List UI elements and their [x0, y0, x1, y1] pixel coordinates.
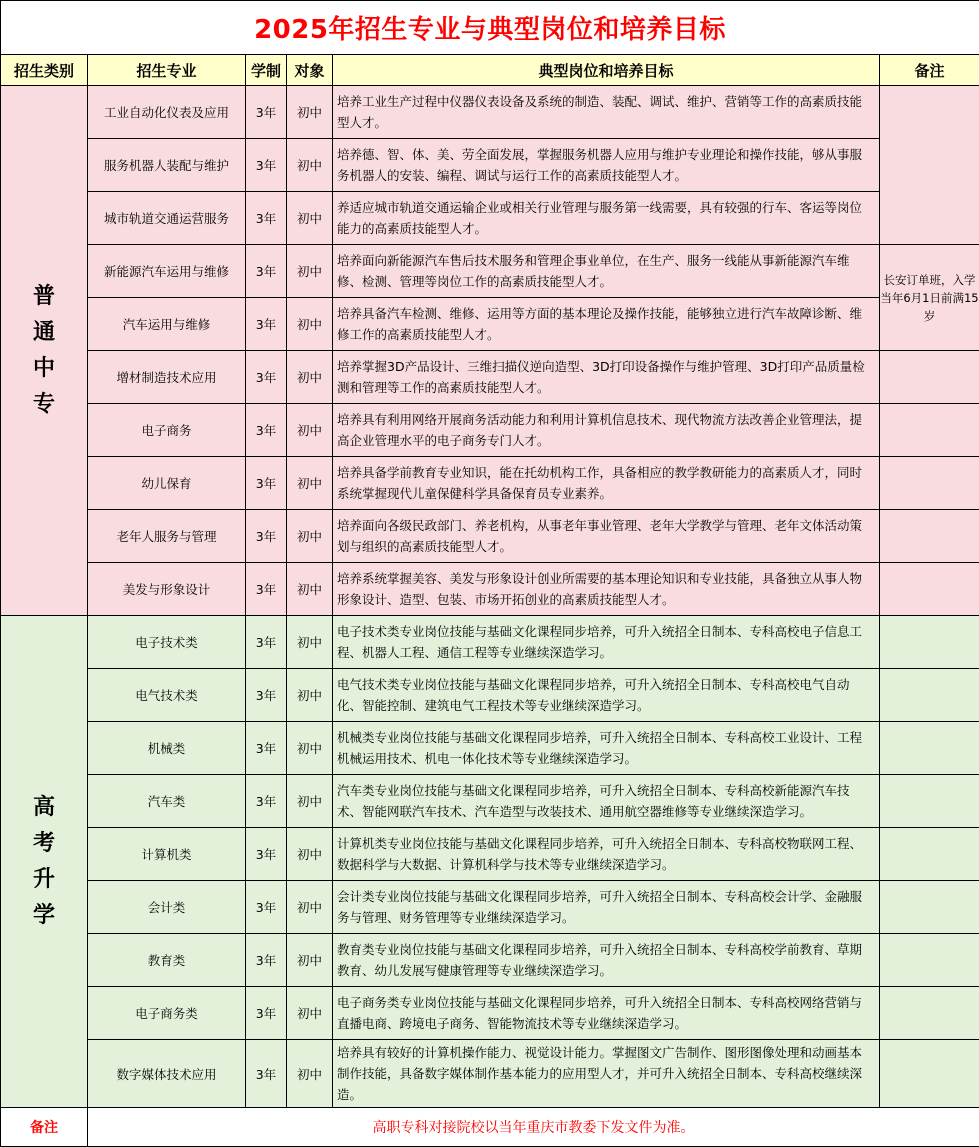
target-cell: 初中 [287, 934, 333, 987]
goal-cell: 培养德、智、体、美、劳全面发展，掌握服务机器人应用与维护专业理论和操作技能，够从事服务机器人的安装、编程、调试与运行工作的高素质技能型人才。 [333, 139, 880, 192]
table-row [1, 1040, 979, 1108]
table-row [1, 828, 979, 881]
goal-cell: 培养具有利用网络开展商务活动能力和利用计算机信息技术、现代物流方法改善企业管理法，提高企业管理水平的电子商务专门人才。 [333, 404, 880, 457]
category-cell [1, 616, 88, 1108]
note-cell [880, 987, 979, 1040]
note-cell [880, 934, 979, 987]
goal-cell: 培养工业生产过程中仪器仪表设备及系统的制造、装配、调试、维护、营销等工作的高素质技能型人才。 [333, 86, 880, 139]
major-cell: 数字媒体技术应用 [88, 1040, 246, 1108]
goal-cell: 培养面向新能源汽车售后技术服务和管理企事业单位，在生产、服务一线能从事新能源汽车维修、检测、管理等岗位工作的高素质技能型人才。 [333, 245, 880, 298]
major-cell: 电气技术类 [88, 669, 246, 722]
goal-cell: 培养系统掌握美容、美发与形象设计创业所需要的基本理论知识和专业技能，具备独立从事人物形象设计、造型、包装、市场开拓创业的高素质技能型人才。 [333, 563, 880, 616]
major-cell: 老年人服务与管理 [88, 510, 246, 563]
target-cell: 初中 [287, 245, 333, 298]
major-cell: 新能源汽车运用与维修 [88, 245, 246, 298]
note-cell [880, 563, 979, 616]
table-row [1, 669, 979, 722]
table-row [1, 404, 979, 457]
major-cell: 机械类 [88, 722, 246, 775]
target-cell: 初中 [287, 775, 333, 828]
note-cell [880, 669, 979, 722]
major-cell: 汽车类 [88, 775, 246, 828]
target-cell: 初中 [287, 457, 333, 510]
goal-cell: 培养具有较好的计算机操作能力、视觉设计能力。掌握图文广告制作、图形图像处理和动画基本制作技能，具备数字媒体制作基本能力的应用型人才，并可升入统招全日制本、专科高校继续深造。 [333, 1040, 880, 1108]
table-row [1, 192, 979, 245]
table-row [1, 722, 979, 775]
header-note: 备注 [880, 55, 979, 86]
major-cell: 服务机器人装配与维护 [88, 139, 246, 192]
major-cell: 会计类 [88, 881, 246, 934]
target-cell: 初中 [287, 828, 333, 881]
years-cell: 3年 [246, 245, 287, 298]
table-row [1, 510, 979, 563]
goal-cell: 电气技术类专业岗位技能与基础文化课程同步培养，可升入统招全日制本、专科高校电气自动化、智能控制、建筑电气工程技术等专业继续深造学习。 [333, 669, 880, 722]
goal-cell: 培养具备汽车检测、维修、运用等方面的基本理论及操作技能，能够独立进行汽车故障诊断、维修工作的高素质技能型人才。 [333, 298, 880, 351]
note-cell [880, 616, 979, 669]
target-cell: 初中 [287, 404, 333, 457]
goal-cell: 养适应城市轨道交通运输企业或相关行业管理与服务第一线需要，具有较强的行车、客运等岗位能力的高素质技能型人才。 [333, 192, 880, 245]
goal-cell: 机械类专业岗位技能与基础文化课程同步培养，可升入统招全日制本、专科高校工业设计、工程机械运用技术、机电一体化技术等专业继续深造学习。 [333, 722, 880, 775]
note-cell [880, 722, 979, 775]
table-row [1, 139, 979, 192]
goal-cell: 培养具备学前教育专业知识，能在托幼机构工作，具备相应的教学教研能力的高素质人才，同时系统掌握现代儿童保健科学具备保育员专业素养。 [333, 457, 880, 510]
major-cell: 城市轨道交通运营服务 [88, 192, 246, 245]
major-cell: 美发与形象设计 [88, 563, 246, 616]
table-row [1, 245, 979, 298]
note-cell [880, 881, 979, 934]
header-category: 招生类别 [1, 55, 88, 86]
goal-cell: 计算机类专业岗位技能与基础文化课程同步培养，可升入统招全日制本、专科高校物联网工程、数据科学与大数据、计算机科学与技术等专业继续深造学习。 [333, 828, 880, 881]
table-row [1, 616, 979, 669]
major-cell: 工业自动化仪表及应用 [88, 86, 246, 139]
category-cell [1, 86, 88, 616]
major-cell: 电子技术类 [88, 616, 246, 669]
years-cell: 3年 [246, 881, 287, 934]
note-cell [880, 510, 979, 563]
major-cell: 教育类 [88, 934, 246, 987]
major-cell: 计算机类 [88, 828, 246, 881]
years-cell: 3年 [246, 351, 287, 404]
target-cell: 初中 [287, 563, 333, 616]
years-cell: 3年 [246, 616, 287, 669]
target-cell: 初中 [287, 881, 333, 934]
years-cell: 3年 [246, 298, 287, 351]
major-cell: 增材制造技术应用 [88, 351, 246, 404]
years-cell: 3年 [246, 404, 287, 457]
note-cell [880, 457, 979, 510]
table-row [1, 563, 979, 616]
header-row [1, 55, 979, 86]
goal-cell: 会计类专业岗位技能与基础文化课程同步培养，可升入统招全日制本、专科高校会计学、金融服务与管理、财务管理等专业继续深造学习。 [333, 881, 880, 934]
goal-cell: 电子商务类专业岗位技能与基础文化课程同步培养，可升入统招全日制本、专科高校网络营销与直播电商、跨境电子商务、智能物流技术等专业继续深造学习。 [333, 987, 880, 1040]
years-cell: 3年 [246, 934, 287, 987]
goal-cell: 培养面向各级民政部门、养老机构，从事老年事业管理、老年大学教学与管理、老年文体活动策划与组织的高素质技能型人才。 [333, 510, 880, 563]
table-row [1, 987, 979, 1040]
note-cell [880, 775, 979, 828]
goal-cell: 培养掌握3D产品设计、三维扫描仪逆向造型、3D打印设备操作与维护管理、3D打印产品质量检测和管理等工作的高素质技能型人才。 [333, 351, 880, 404]
footer-text: 高职专科对接院校以当年重庆市教委下发文件为准。 [88, 1108, 979, 1147]
target-cell: 初中 [287, 510, 333, 563]
note-cell [880, 1040, 979, 1108]
years-cell: 3年 [246, 86, 287, 139]
target-cell: 初中 [287, 298, 333, 351]
goal-cell: 教育类专业岗位技能与基础文化课程同步培养，可升入统招全日制本、专科高校学前教育、草期教育、幼儿发展写健康管理等专业继续深造学习。 [333, 934, 880, 987]
years-cell: 3年 [246, 669, 287, 722]
table-row [1, 351, 979, 404]
years-cell: 3年 [246, 192, 287, 245]
years-cell: 3年 [246, 457, 287, 510]
target-cell: 初中 [287, 1040, 333, 1108]
target-cell: 初中 [287, 669, 333, 722]
note-cell [880, 404, 979, 457]
years-cell: 3年 [246, 563, 287, 616]
years-cell: 3年 [246, 828, 287, 881]
target-cell: 初中 [287, 722, 333, 775]
page-title: 2025年招生专业与典型岗位和培养目标 [1, 1, 979, 55]
years-cell: 3年 [246, 1040, 287, 1108]
years-cell: 3年 [246, 510, 287, 563]
category-label: 普通中专 [31, 279, 57, 423]
target-cell: 初中 [287, 139, 333, 192]
target-cell: 初中 [287, 616, 333, 669]
goal-cell: 电子技术类专业岗位技能与基础文化课程同步培养，可升入统招全日制本、专科高校电子信息工程、机器人工程、通信工程等专业继续深造学习。 [333, 616, 880, 669]
table-row [1, 881, 979, 934]
table-row [1, 457, 979, 510]
note-cell [880, 86, 979, 245]
note-cell [880, 351, 979, 404]
header-target: 对象 [287, 55, 333, 86]
major-cell: 幼儿保育 [88, 457, 246, 510]
table-row [1, 298, 979, 351]
table-row [1, 934, 979, 987]
target-cell: 初中 [287, 351, 333, 404]
goal-cell: 汽车类专业岗位技能与基础文化课程同步培养，可升入统招全日制本、专科高校新能源汽车技术、智能网联汽车技术、汽车造型与改装技术、通用航空器维修等专业继续深造学习。 [333, 775, 880, 828]
years-cell: 3年 [246, 775, 287, 828]
years-cell: 3年 [246, 722, 287, 775]
note-cell: 长安订单班，入学当年6月1日前满15岁 [880, 245, 979, 351]
target-cell: 初中 [287, 987, 333, 1040]
target-cell: 初中 [287, 192, 333, 245]
header-major: 招生专业 [88, 55, 246, 86]
years-cell: 3年 [246, 139, 287, 192]
target-cell: 初中 [287, 86, 333, 139]
note-cell [880, 828, 979, 881]
major-cell: 电子商务 [88, 404, 246, 457]
footer-label: 备注 [1, 1108, 88, 1147]
header-goal: 典型岗位和培养目标 [333, 55, 880, 86]
major-cell: 汽车运用与维修 [88, 298, 246, 351]
category-label: 高考升学 [31, 790, 57, 934]
table-row [1, 86, 979, 139]
header-years: 学制 [246, 55, 287, 86]
table-row [1, 775, 979, 828]
major-cell: 电子商务类 [88, 987, 246, 1040]
years-cell: 3年 [246, 987, 287, 1040]
footer-row [1, 1108, 979, 1147]
